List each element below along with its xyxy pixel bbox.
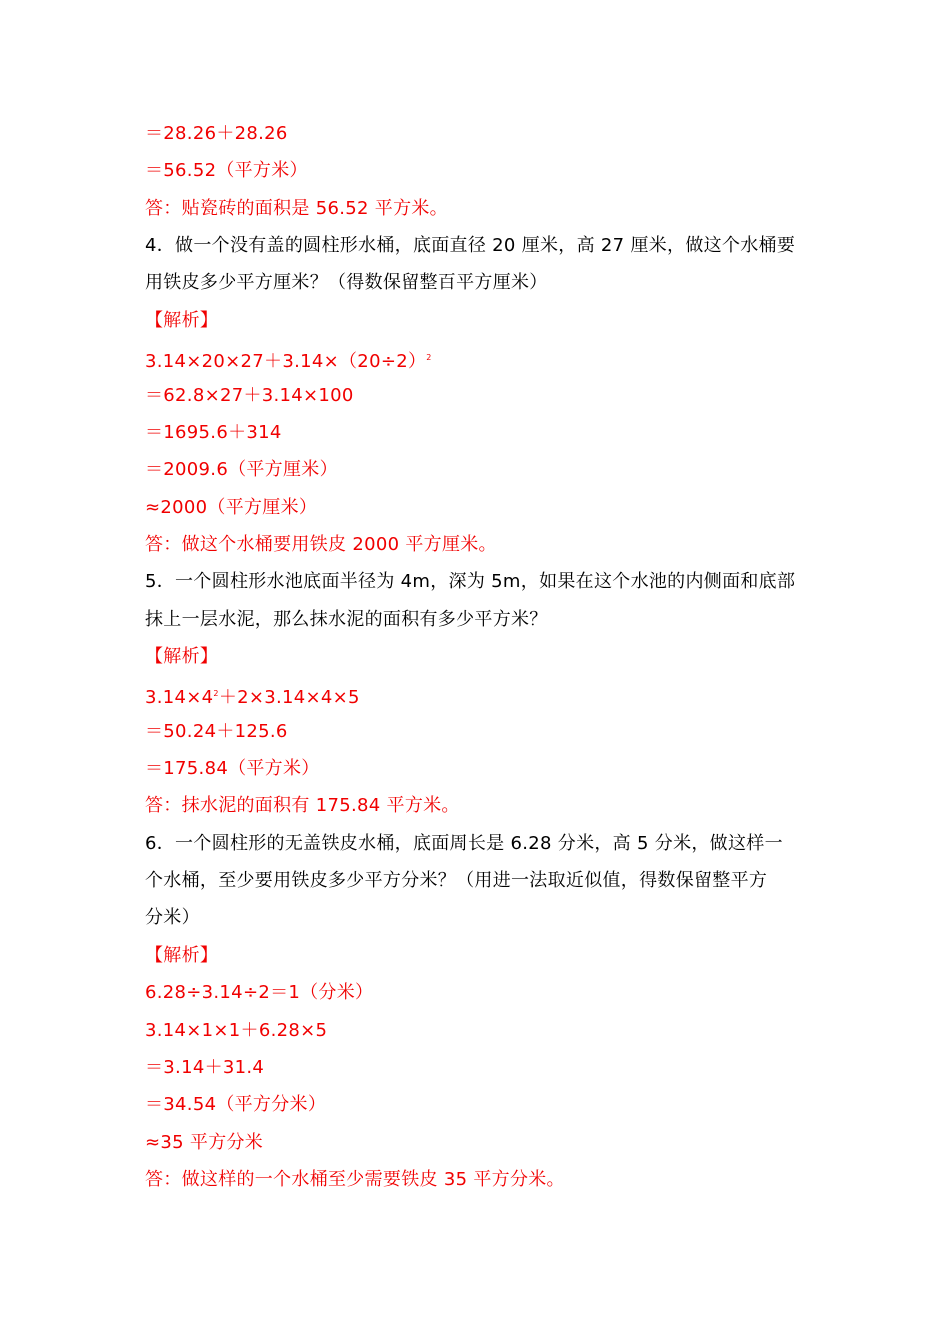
calc-step: ＝62.8×27＋3.14×100 [145,385,354,406]
calc-step: ＝1695.6＋314 [145,422,282,443]
question-4-line-1: 4．做一个没有盖的圆柱形水桶，底面直径 20 厘米，高 27 厘米，做这个水桶要 [145,235,796,256]
analysis-heading: 【解析】 [145,646,219,667]
calc-step: ＝34.54（平方分米） [145,1094,327,1115]
calc-step: ＝3.14＋31.4 [145,1057,265,1078]
calc-step: ≈35 平方分米 [145,1132,264,1153]
calc-step: 6.28÷3.14÷2＝1（分米） [145,982,374,1003]
answer-line: 答：抹水泥的面积有 175.84 平方米。 [145,795,460,816]
answer-line: 答：贴瓷砖的面积是 56.52 平方米。 [145,198,448,219]
calc-text: ＋2×3.14×4×5 [218,687,360,708]
calc-step: 3.14×1×1＋6.28×5 [145,1020,328,1041]
calc-step [145,345,432,375]
question-4-line-2: 用铁皮多少平方厘米？（得数保留整百平方厘米） [145,272,548,293]
question-6-line-3: 分米） [145,907,200,928]
answer-line: 答：做这样的一个水桶至少需要铁皮 35 平方分米。 [145,1169,565,1190]
calc-step: ＝175.84（平方米） [145,758,320,779]
question-6-line-1: 6．一个圆柱形的无盖铁皮水桶，底面周长是 6.28 分米，高 5 分米，做这样一 [145,833,783,854]
calc-text: 3.14×20×27＋3.14×（20÷2） [145,351,427,372]
question-6-line-2: 个水桶，至少要用铁皮多少平方分米？（用进一法取近似值，得数保留整平方 [145,870,768,891]
question-5-line-2: 抹上一层水泥，那么抹水泥的面积有多少平方米？ [145,609,548,630]
calc-step: ≈2000（平方厘米） [145,497,318,518]
exponent: 2 [213,689,219,698]
calc-step: ＝2009.6（平方厘米） [145,459,338,480]
analysis-heading: 【解析】 [145,310,219,331]
calc-step: ＝28.26＋28.26 [145,123,288,144]
analysis-heading: 【解析】 [145,945,219,966]
calc-step: ＝50.24＋125.6 [145,721,288,742]
calc-text: 3.14×4 [145,687,214,708]
calc-step: ＝56.52（平方米） [145,160,308,181]
exponent: 2 [426,353,432,362]
answer-line: 答：做这个水桶要用铁皮 2000 平方厘米。 [145,534,497,555]
calc-step [145,681,360,711]
question-5-line-1: 5．一个圆柱形水池底面半径为 4m，深为 5m，如果在这个水池的内侧面和底部 [145,571,796,592]
